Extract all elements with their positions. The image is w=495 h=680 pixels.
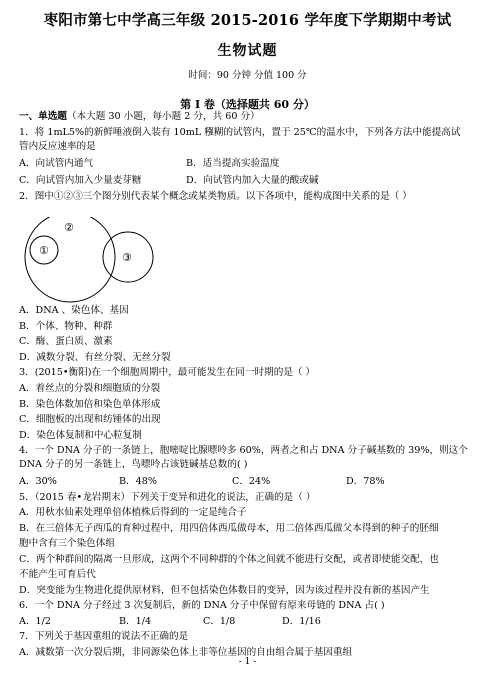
q4-option-c: C．24% <box>232 476 271 487</box>
part-note: （本大题 30 小题，每小题 2 分，共 60 分） <box>66 111 260 122</box>
exam-title: 枣阳市第七中学高三年级 2015-2016 学年度下学期期中考试 <box>43 12 452 29</box>
q4-option-d: D．78% <box>346 476 385 487</box>
section-title: 第 I 卷（选择题共 60 分） <box>180 98 315 111</box>
exam-meta: 时间：90 分钟 分值 100 分 <box>188 70 307 81</box>
q5-stem: 5．（2015 春•龙岩期末）下列关于变异和进化的说法，正确的是（ ） <box>19 492 316 503</box>
q5-option-a: A．用秋水仙素处理单倍体植株后得到的一定是纯合子 <box>19 507 247 518</box>
exam-subject: 生物试题 <box>217 43 278 59</box>
page-number: - 1 - <box>238 657 257 667</box>
circle-label-2: ② <box>64 221 74 234</box>
q4-option-b: B．48% <box>119 476 157 487</box>
q3-option-a: A．着丝点的分裂和细胞质的分裂 <box>19 383 161 394</box>
q2-stem: 2．图中①②③三个图分别代表某个概念或某类物质。以下各项中，能构成图中关系的是（ ） <box>19 191 412 202</box>
q7-option-a: A．减数第一次分裂后期，非同源染色体上非等位基因的自由组合属于基因重组 <box>19 647 353 658</box>
q1-option-d: D．向试管内加入大量的酸或碱 <box>186 175 319 186</box>
q1-stem-line2: 管内反应速率的是 <box>19 141 96 152</box>
q4-option-a: A．30% <box>19 476 57 487</box>
q2-option-c: C．酶、蛋白质、激素 <box>19 336 113 347</box>
circle-label-1: ① <box>39 244 49 257</box>
q3-option-b: B．染色体数加倍和染色单体形成 <box>19 399 161 410</box>
q2-option-a: A．DNA 、染色体、基因 <box>19 305 129 316</box>
q2-option-d: D．减数分裂、有丝分裂、无丝分裂 <box>19 352 171 363</box>
q7-stem: 7．下列关于基因重组的说法不正确的是 <box>19 631 189 642</box>
q1-option-b: B．适当提高实验温度 <box>186 158 280 169</box>
q6-option-a: A．1/2 <box>19 616 51 627</box>
q2-option-b: B．个体、物种、种群 <box>19 321 113 332</box>
q6-option-b: B．1/4 <box>119 616 152 627</box>
q1-option-c: C．向试管内加入少量麦芽糖 <box>19 175 142 186</box>
part-label: 一、单选题 <box>19 111 67 122</box>
q5-option-c-line1: C．两个种群间的隔离一旦形成，这两个不同种群的个体之间就不能进行交配，或者即使能交配，也 <box>19 554 439 565</box>
circle-label-3: ③ <box>122 251 132 264</box>
q3-option-c: C．细胞板的出现和纺锤体的出现 <box>19 414 161 425</box>
q4-stem-line1: 4．一个 DNA 分子的一条链上，胞嘧啶比腺嘌呤多 60%，两者之和占 DNA 分子碱基数的 39%，则这个 <box>19 445 468 456</box>
q4-stem-line2: DNA 分子的另一条链上，鸟嘌呤占该链碱基总数的( ) <box>19 459 248 470</box>
q5-option-b-line1: B．在三倍体无子西瓜的育种过程中，用四倍体西瓜做母本，用二倍体西瓜做父本得到的种子的胚细 <box>19 523 439 534</box>
venn-diagram <box>18 217 180 303</box>
q6-stem: 6．一个 DNA 分子经过 3 次复制后，新的 DNA 分子中保留有原来母链的 DNA 占( ) <box>19 600 385 611</box>
part-heading <box>19 110 481 123</box>
q3-stem: 3．(2015•衡阳)在一个细胞周期中，最可能发生在同一时期的是（ ） <box>19 367 316 378</box>
q5-option-c-line2: 不能产生可育后代 <box>19 569 96 580</box>
q6-option-c: C．1/8 <box>203 616 236 627</box>
q5-option-b-line2: 胞中含有三个染色体组 <box>19 538 115 549</box>
q6-option-d: D．1/16 <box>282 616 321 627</box>
q3-option-d: D．染色体复制和中心粒复制 <box>19 430 142 441</box>
q5-option-d: D．突变能为生物进化提供原材料，但不包括染色体数目的变异，因为该过程并没有新的基因产生 <box>19 585 430 596</box>
q1-stem-line1: 1．将 1mL5%的新鲜唾液倒入装有 10mL 糨糊的试管内，置于 25℃的温水中，下列各方法中能提高试 <box>19 127 461 138</box>
q1-option-a: A．向试管内通气 <box>19 158 94 169</box>
